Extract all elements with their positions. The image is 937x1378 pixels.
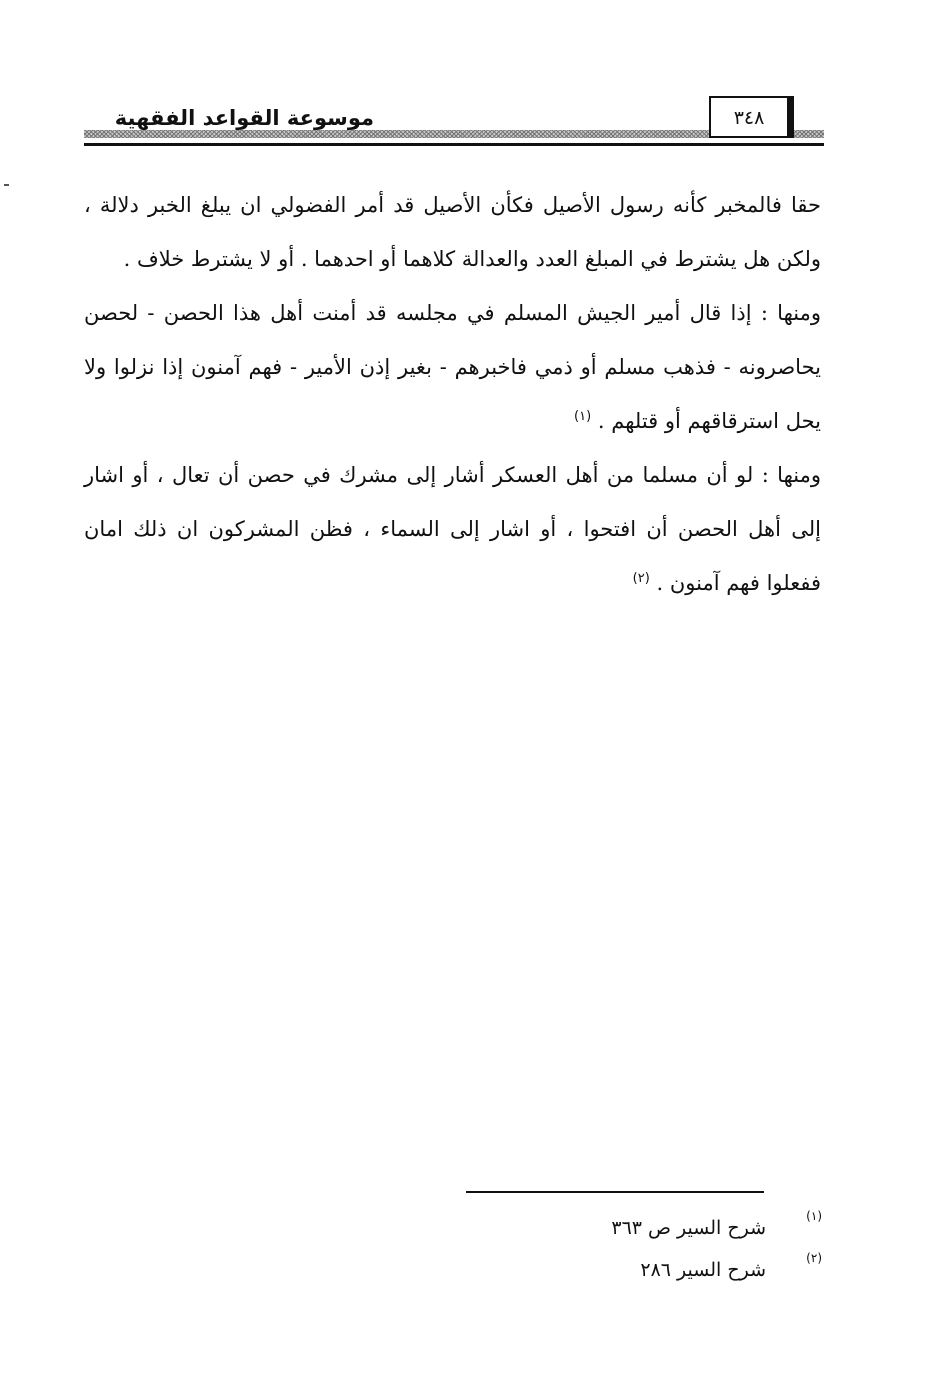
page-header: [84, 96, 824, 156]
header-title: موسوعة القواعد الفقهية: [114, 106, 374, 130]
footnote-separator: [466, 1191, 764, 1193]
page-number-box: [709, 96, 794, 138]
paragraph-text: حقا فالمخبر كأنه رسول الأصيل فكأن الأصيل قد أمر الفضولي ان يبلغ الخبر دلالة ، ولكن هل يشترط في المبلغ العدد والعدالة كلاهما أو احدهما . أو لا يشترط خلاف .: [84, 193, 821, 271]
paragraph-3: [84, 448, 821, 610]
footnote-reference: (٢): [632, 571, 650, 586]
body-text: [84, 178, 821, 610]
footnotes: [560, 1210, 822, 1294]
footnote-1: [560, 1210, 822, 1252]
page-number: ٣٤٨: [733, 107, 765, 129]
margin-mark: [4, 184, 9, 186]
header-rule: [84, 143, 824, 146]
paragraph-text: ومنها : لو أن مسلما من أهل العسكر أشار إلى مشرك في حصن أن تعال ، أو اشار إلى أهل الحصن أن افتحوا ، أو اشار إلى السماء ، فظن المشركون ان ذلك امان ففعلوا فهم آمنون .: [84, 463, 821, 595]
footnote-marker: (٢): [806, 1251, 822, 1265]
footnote-reference: (١): [574, 409, 592, 424]
paragraph-2: [84, 286, 821, 448]
paragraph-1: [84, 178, 821, 286]
footnote-marker: (١): [806, 1209, 822, 1223]
footnote-text: شرح السير ٢٨٦: [640, 1259, 766, 1281]
footnote-text: شرح السير ص ٣٦٣: [611, 1217, 766, 1239]
footnote-2: [560, 1252, 822, 1294]
paragraph-text: ومنها : إذا قال أمير الجيش المسلم في مجلسه قد أمنت أهل هذا الحصن - لحصن يحاصرونه - فذهب مسلم أو ذمي فاخبرهم - بغير إذن الأمير - فهم آمنون إذا نزلوا ولا يحل استرقاقهم أو قتلهم .: [84, 301, 821, 433]
